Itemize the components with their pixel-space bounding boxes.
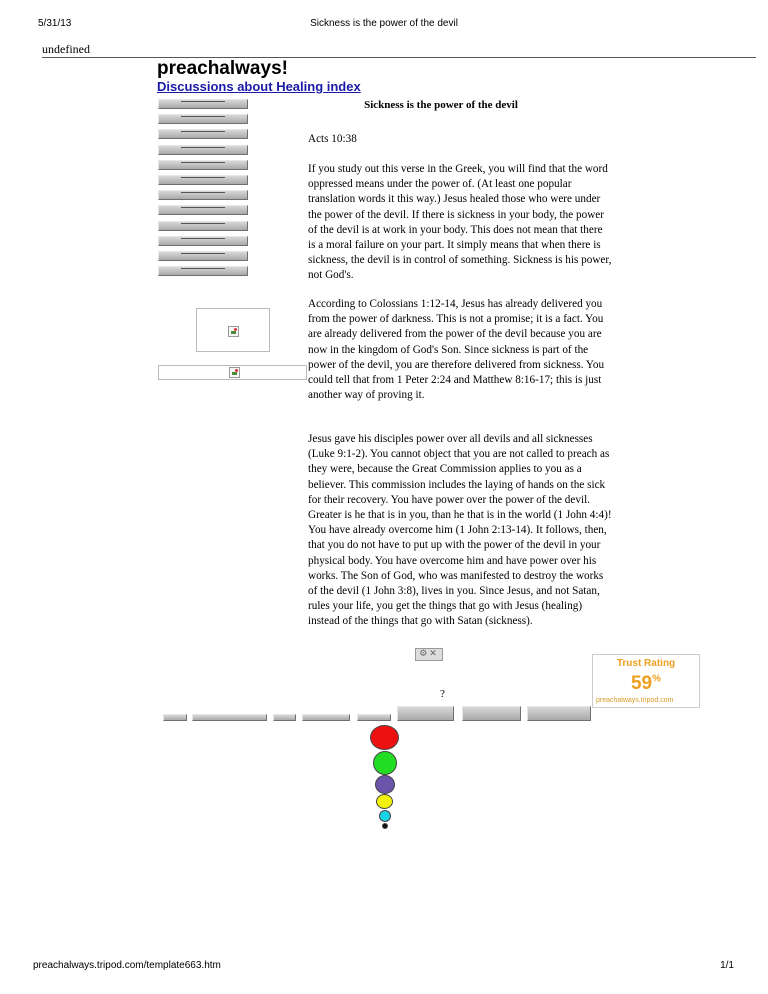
broken-image-icon — [228, 326, 239, 337]
bottom-nav-button[interactable] — [357, 714, 391, 721]
trust-rating-domain: preachalways.tripod.com — [596, 697, 674, 704]
nav-button[interactable] — [158, 175, 248, 185]
ad-controls[interactable]: ⚙✕ — [415, 648, 443, 661]
bottom-nav-button[interactable] — [163, 714, 187, 721]
question-mark: ? — [440, 688, 445, 700]
article-paragraph: According to Colossians 1:12-14, Jesus has already delivered you from the power of darkness. This is not a promise; it is a fact. You are already delivered from the power of the devil because you are now in the kingdom of God's Son. Since sickness is part of the power of the devil, you are therefore delivered from sickness. You could tell that from 1 Peter 2:24 and Matthew 8:16-17; this is just another way of proving it. — [308, 298, 605, 402]
yellow-dot — [376, 794, 393, 809]
bottom-nav-button[interactable] — [192, 714, 267, 721]
nav-button[interactable] — [158, 205, 248, 215]
healing-index-link[interactable]: Discussions about Healing index — [157, 79, 361, 94]
print-title: Sickness is the power of the devil — [310, 18, 458, 29]
image-placeholder[interactable] — [196, 308, 270, 352]
nav-button[interactable] — [158, 160, 248, 170]
nav-button[interactable] — [158, 99, 248, 109]
article-paragraph: Jesus gave his disciples power over all devils and all sicknesses (Luke 9:1-2). You cannot object that you are not called to preach as they were, because the Great Commission applies to you as a believer. This commission includes the laying of hands on the sick for their recovery. You have power over the power of the devil. Greater is he that is in you, than he that is in the world (1 John 4:4)! You have already overcome him (1 John 2:13-14). It follows, then, that you do not have to put up with the power of the devil in your physical body. You have overcome him and have power over his works. The Son of God, who was manifested to destroy the works of the devil (1 John 3:8), lives in you. Since Jesus, and not Satan, rules your life, you get the things that go with Jesus (healing) instead of the things that go with Satan (sickness). — [308, 433, 612, 628]
bottom-nav-button[interactable] — [273, 714, 296, 721]
article-paragraph: If you study out this verse in the Greek, you will find that the word oppressed means under the power of. (At least one popular translation words it this way.) Jesus healed those who were under the power of the devil. If there is sickness in your body, the power of the devil is at work in your body. This does not mean that there is a moral failure on your part. It simply means that when there is sickness, the devil is in control of something. Sickness is his power, not God's. — [308, 163, 612, 282]
black-dot — [382, 823, 388, 829]
cyan-dot — [379, 810, 391, 822]
nav-button[interactable] — [158, 236, 248, 246]
image-placeholder[interactable] — [158, 365, 307, 380]
bottom-nav-button[interactable] — [462, 706, 521, 721]
sidebar-nav — [158, 99, 248, 281]
bottom-nav-button[interactable] — [527, 706, 591, 721]
purple-dot — [375, 775, 395, 794]
footer-page-number: 1/1 — [720, 960, 734, 971]
nav-button[interactable] — [158, 145, 248, 155]
trust-rating-heading: Trust Rating — [616, 658, 676, 669]
nav-button[interactable] — [158, 251, 248, 261]
site-name: preachalways! — [157, 58, 288, 79]
nav-button[interactable] — [158, 129, 248, 139]
nav-button[interactable] — [158, 266, 248, 276]
red-dot — [370, 725, 399, 750]
print-date: 5/31/13 — [38, 18, 72, 29]
nav-button[interactable] — [158, 190, 248, 200]
footer-url: preachalways.tripod.com/template663.htm — [33, 960, 221, 971]
bottom-nav-button[interactable] — [397, 706, 454, 721]
trust-rating-value: 59% — [630, 673, 662, 694]
nav-button[interactable] — [158, 114, 248, 124]
article-title: Sickness is the power of the devil — [364, 99, 518, 111]
nav-button[interactable] — [158, 221, 248, 231]
divider — [42, 57, 756, 58]
bottom-nav — [0, 700, 768, 724]
undefined-text: undefined — [42, 42, 90, 56]
green-dot — [373, 751, 397, 775]
scripture-reference: Acts 10:38 — [308, 133, 357, 145]
broken-image-icon — [229, 367, 240, 378]
bottom-nav-button[interactable] — [302, 714, 350, 721]
